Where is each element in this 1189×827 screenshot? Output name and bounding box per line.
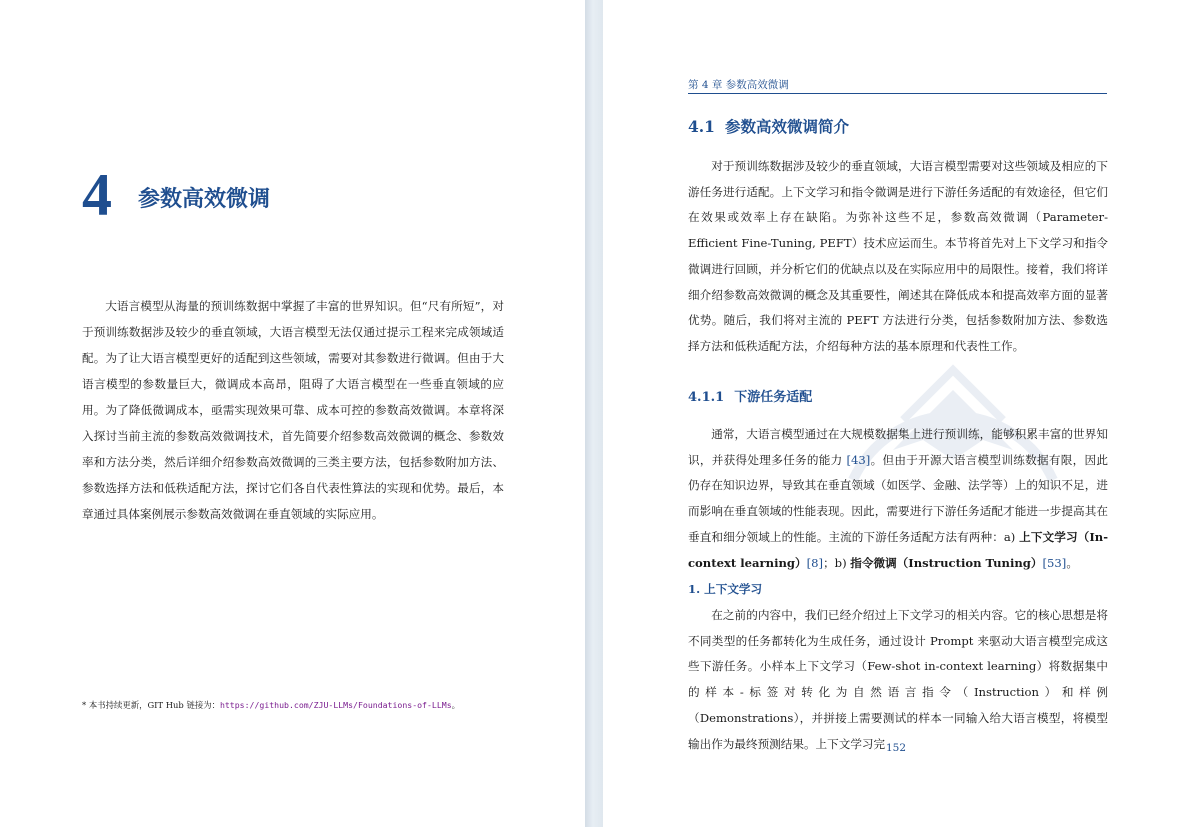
right-page [603,0,1189,827]
subsection-title: 下游任务适配 [734,390,813,405]
left-page [0,0,585,827]
subsection-paragraph [688,422,1108,576]
citation-link[interactable]: [53] [1042,555,1067,570]
section-paragraph-1: 对于预训练数据涉及较少的垂直领域，大语言模型需要对这些领域及相应的下游任务进行适配。上下文学习和指令微调是进行下游任务适配的有效途径，但它们在效果或效率上存在缺陷。为弥补这些不足，参数高效微调（Parameter-Efficient Fine-Tuning, PEFT）技术应运而生。本节将首先对上下文学习和指令微调进行回顾，并分析它们的优缺点以及在实际应用中的局限性。接着，我们将详细介绍参数高效微调的概念及其重要性，阐述其在降低成本和提高效率方面的显著优势。随后，我们将对主流的 PEFT 方法进行分类，包括参数附加方法、参数选择方法和低秩适配方法，介绍每种方法的基本原理和代表性工作。 [688,159,1108,353]
chapter-title: 参数高效微调 [138,186,271,212]
section-title: 参数高效微调简介 [724,117,849,136]
page-number: 152 [885,742,907,754]
footnote-prefix: * 本书持续更新，GIT Hub 链接为： [82,700,220,710]
github-link[interactable]: https://github.com/ZJU-LLMs/Foundations-of-LLMs [219,700,452,710]
list-paragraph: 在之前的内容中，我们已经介绍过上下文学习的相关内容。它的核心思想是将不同类型的任务都转化为生成任务，通过设计 Prompt 来驱动大语言模型完成这些下游任务。小样本上下文学习（Few-shot in-context learning）将数据集中的样本-标签对转化为自然语言指令（Instruction）和样例（Demonstrations），并拼接上需要测试的样本一同输入给大语言模型，将模型输出作为最终预测结果。上下文学习完 [688,608,1108,751]
chapter-intro: 大语言模型从海量的预训练数据中掌握了丰富的世界知识。但“尺有所短”，对于预训练数据涉及较少的垂直领域，大语言模型无法仅通过提示工程来完成领域适配。为了让大语言模型更好的适配到这些领域，需要对其参数进行微调。但由于大语言模型的参数量巨大，微调成本高昂，阻碍了大语言模型在一些垂直领域的应用。为了降低微调成本，亟需实现效果可靠、成本可控的参数高效微调。本章将深入探讨当前主流的参数高效微调技术，首先简要介绍参数高效微调的概念、参数效率和方法分类，然后详细介绍参数高效微调的三类主要方法，包括参数附加方法、参数选择方法和低秩适配方法，探讨它们各自代表性算法的实现和优势。最后，本章通过具体案例展示参数高效微调在垂直领域的实际应用。 [82,299,504,521]
citation-link[interactable]: [8] [806,555,824,570]
subsection-heading [688,386,812,410]
section-heading [688,115,849,139]
citation-link[interactable]: [43] [846,452,871,467]
list-heading: 1. 上下文学习 [688,582,763,596]
paragraph-text: 通常，大语言模型通过在大规模数据集上进行预训练，能够积累丰富的世界知识，并获得处理多任务的能力 [688,427,1108,467]
chapter-number: 4 [82,162,112,228]
term-in-context-learning: 上下文学习（In-context learning） [688,529,1109,570]
paragraph-text: 。 [1066,555,1078,570]
paragraph-text: 。但由于开源大语言模型训练数据有限，因此仍存在知识边界，导致其在垂直领域（如医学、金融、法学等）上的知识不足，进而影响在垂直领域的性能表现。因此，需要进行下游任务适配才能进一步提高其在垂直和细分领域上的性能。主流的下游任务适配方法有两种：a) [688,452,1108,544]
term-instruction-tuning: 指令微调（Instruction Tuning） [850,555,1043,570]
footnote-suffix: 。 [451,700,461,710]
subsection-number: 4.1.1 [688,390,725,405]
page-gutter [585,0,603,827]
footnote [82,698,552,712]
running-header: 第 4 章 参数高效微调 [688,77,1107,94]
section-number: 4.1 [688,117,715,136]
paragraph-text: ；b) [823,555,851,570]
